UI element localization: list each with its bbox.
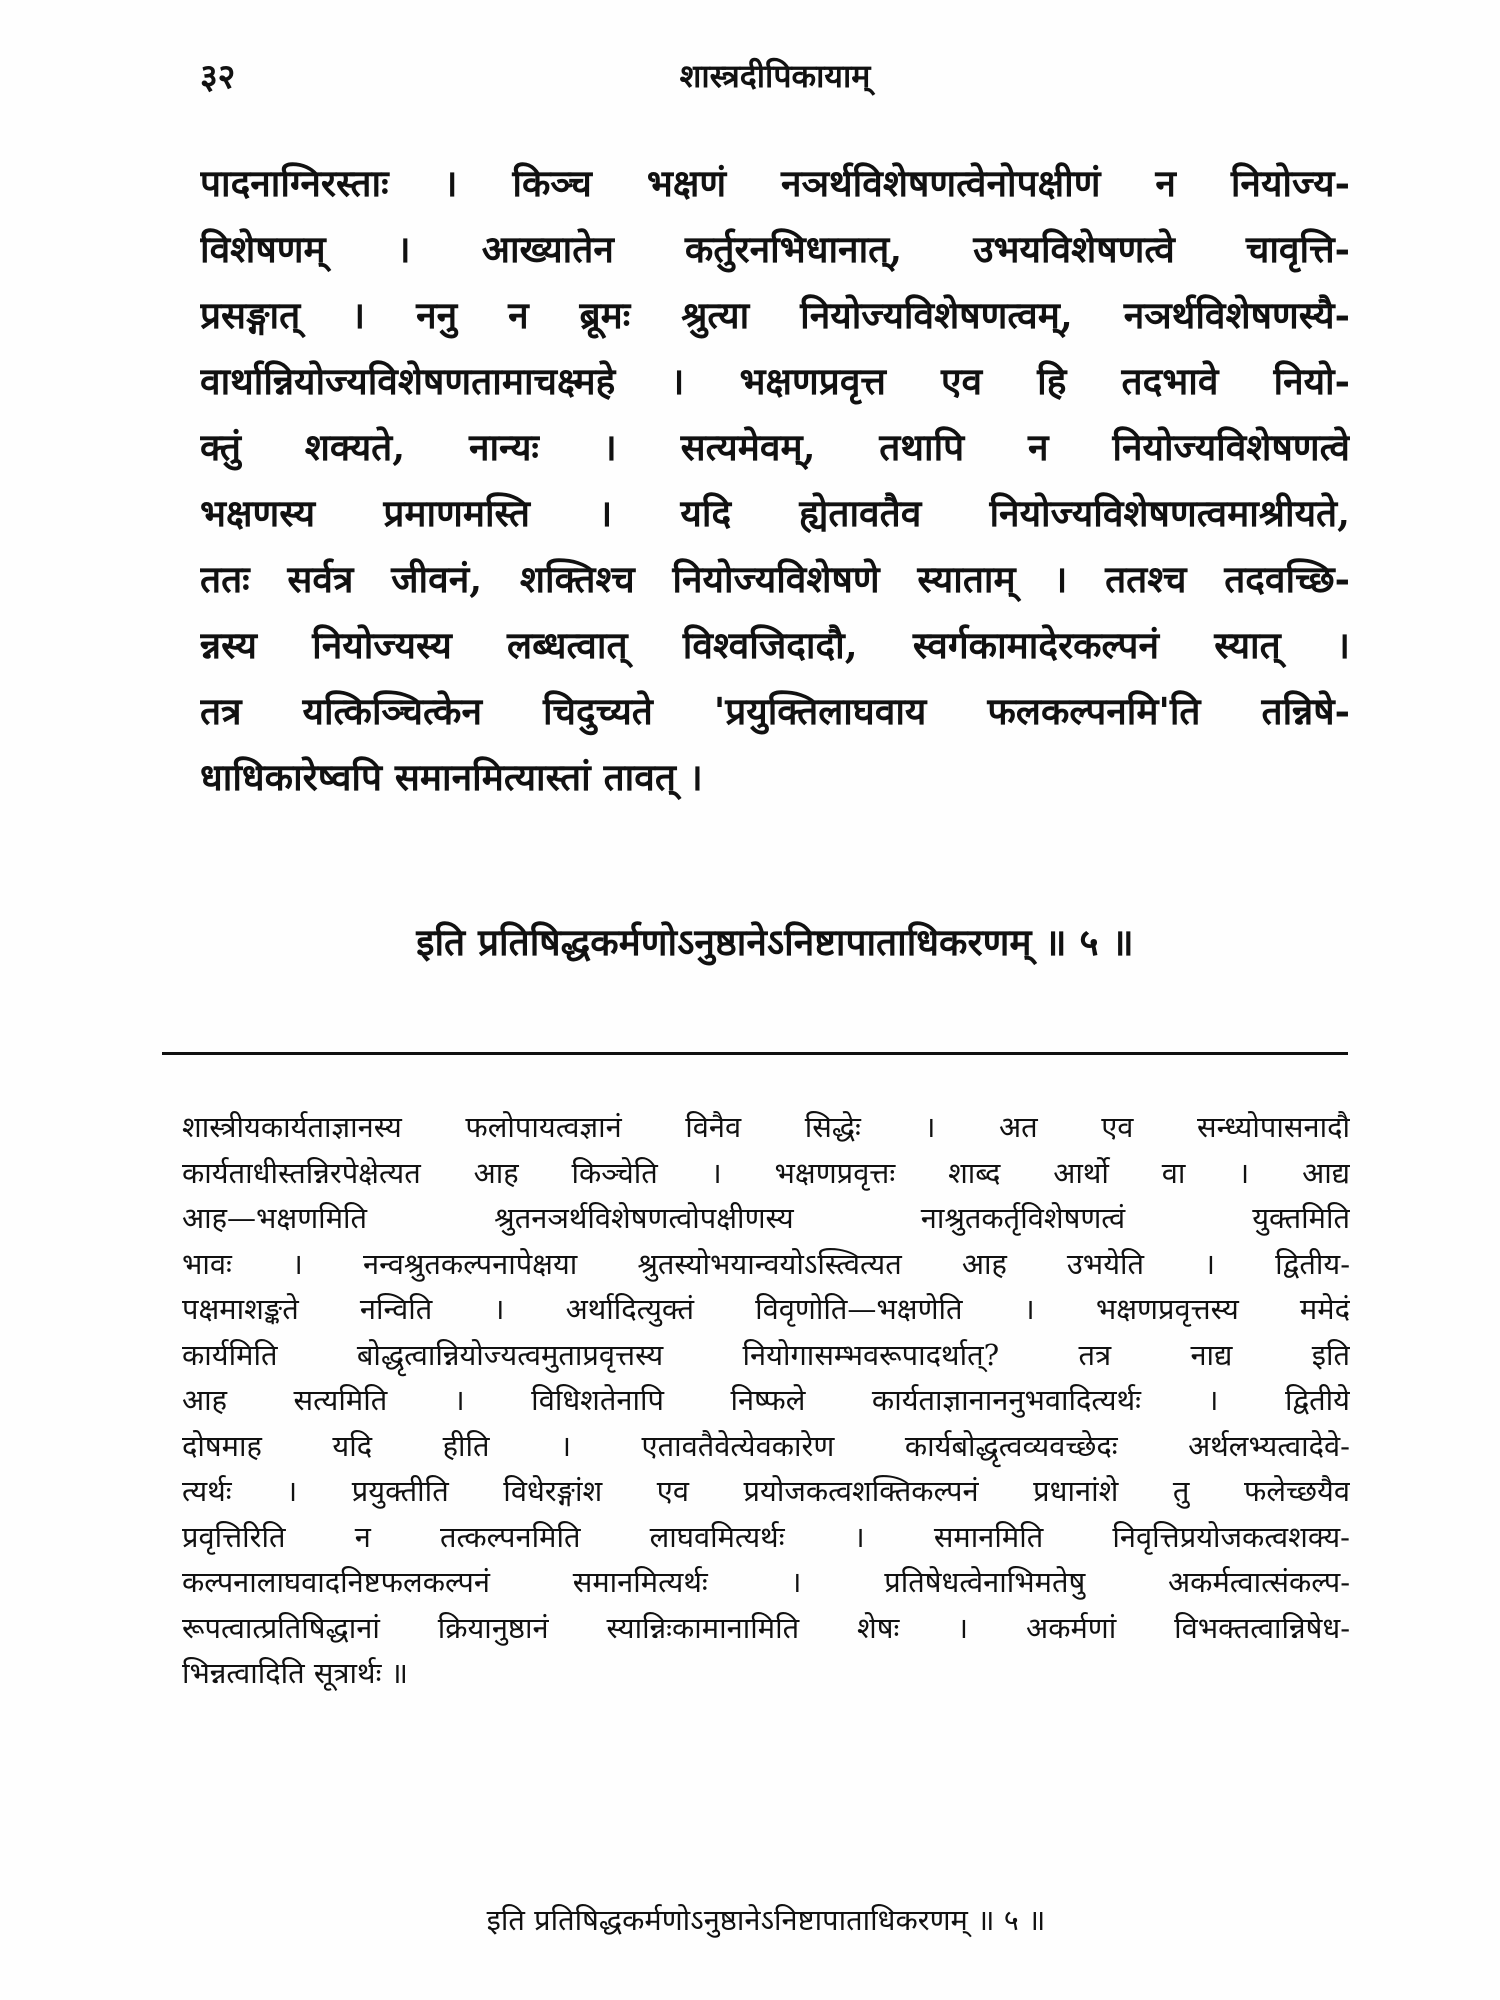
- commentary-line: दोषमाह यदि हीति । एतावतैवेत्येवकारेण कार्यबोद्धृत्वव्यवच्छेदः अर्थलभ्यत्वादेवे-: [182, 1428, 1350, 1463]
- commentary-block: [182, 1105, 1350, 1697]
- main-text-line: धाधिकारेष्वपि समानमित्यास्तां तावत् ।: [200, 755, 703, 799]
- commentary-line: भावः । नन्वश्रुतकल्पनापेक्षया श्रुतस्योभयान्वयोऽस्त्वित्यत आह उभयेति । द्वितीय-: [182, 1246, 1350, 1281]
- commentary-line: कार्यमिति बोद्धृत्वान्नियोज्यत्वमुताप्रवृत्तस्य नियोगासम्भवरूपादर्थात्? तत्र नाद्य इति: [182, 1337, 1350, 1372]
- commentary-line: प्रवृत्तिरिति न तत्कल्पनमिति लाघवमित्यर्थः । समानमिति निवृत्तिप्रयोजकत्वशक्य-: [182, 1519, 1350, 1554]
- commentary-line: भिन्नत्वादिति सूत्रार्थः ॥: [182, 1656, 409, 1690]
- main-text-line: प्रसङ्गात् । ननु न ब्रूमः श्रुत्या नियोज्यविशेषणत्वम्, नञर्थविशेषणस्यै-: [200, 293, 1350, 337]
- commentary-line: शास्त्रीयकार्यताज्ञानस्य फलोपायत्वज्ञानं विनैव सिद्धेः । अत एव सन्ध्योपासनादौ: [182, 1110, 1350, 1144]
- main-colophon: इति प्रतिषिद्धकर्मणोऽनुष्ठानेऽनिष्टापाताधिकरणम् ॥ ५ ॥: [416, 920, 1134, 964]
- main-text-line: विशेषणम् । आख्यातेन कर्तुरनभिधानात्, उभयविशेषणत्वे चावृत्ति-: [200, 227, 1350, 271]
- commentary-line: कार्यताधीस्तन्निरपेक्षेत्यत आह किञ्चेति । भक्षणप्रवृत्तः शाब्द आर्थो वा । आद्य: [182, 1155, 1350, 1190]
- main-text-line: तत्र यत्किञ्चित्केन चिदुच्यते 'प्रयुक्तिलाघवाय फलकल्पनमि'ति तन्निषे-: [200, 689, 1350, 733]
- commentary-colophon: इति प्रतिषिद्धकर्मणोऽनुष्ठानेऽनिष्टापाताधिकरणम् ॥ ५ ॥: [486, 1903, 1046, 1937]
- commentary-line: आह सत्यमिति । विधिशतेनापि निष्फले कार्यताज्ञानाननुभवादित्यर्थः । द्वितीये: [182, 1383, 1350, 1417]
- commentary-line: कल्पनालाघवादनिष्टफलकल्पनं समानमित्यर्थः । प्रतिषेधत्वेनाभिमतेषु अकर्मत्वात्संकल्प-: [182, 1565, 1350, 1599]
- main-text-line: पादनाग्निरस्ताः । किञ्च भक्षणं नञर्थविशेषणत्वेनोपक्षीणं न नियोज्य-: [200, 161, 1350, 205]
- running-title: शास्त्रदीपिकायाम्: [679, 57, 871, 95]
- main-text-line: न्नस्य नियोज्यस्य लब्धत्वात् विश्वजिदादौ, स्वर्गकामादेरकल्पनं स्यात् ।: [200, 623, 1350, 667]
- main-text-line: क्तुं शक्यते, नान्यः । सत्यमेवम्, तथापि न नियोज्यविशेषणत्वे: [200, 425, 1350, 469]
- section-divider: [162, 1052, 1348, 1055]
- commentary-line: त्यर्थः । प्रयुक्तीति विधेरङ्गांश एव प्रयोजकत्वशक्तिकल्पनं प्रधानांशे तु फलेच्छयैव: [182, 1474, 1350, 1508]
- main-text-line: वार्थान्नियोज्यविशेषणतामाचक्ष्महे । भक्षणप्रवृत्त एव हि तदभावे नियो-: [200, 359, 1350, 403]
- main-text-block: [200, 150, 1350, 810]
- commentary-line: पक्षमाशङ्कते नन्विति । अर्थादित्युक्तं विवृणोति—भक्षणेति । भक्षणप्रवृत्तस्य ममेदं: [182, 1292, 1350, 1326]
- commentary-line: आह—भक्षणमिति श्रुतनञर्थविशेषणत्वोपक्षीणस्य नाश्रुतकर्तृविशेषणत्वं युक्तमिति: [182, 1201, 1350, 1235]
- main-text-line: ततः सर्वत्र जीवनं, शक्तिश्च नियोज्यविशेषणे स्याताम् । ततश्च तदवच्छि-: [200, 557, 1350, 601]
- page-number: ३२: [200, 57, 236, 97]
- commentary-line: रूपत्वात्प्रतिषिद्धानां क्रियानुष्ठानं स्यान्निःकामानामिति शेषः । अकर्मणां विभक्तत्वान्निषेध-: [182, 1610, 1350, 1645]
- page-header: [200, 52, 1350, 112]
- main-text-line: भक्षणस्य प्रमाणमस्ति । यदि ह्येतावतैव नियोज्यविशेषणत्वमाश्रीयते,: [200, 491, 1350, 535]
